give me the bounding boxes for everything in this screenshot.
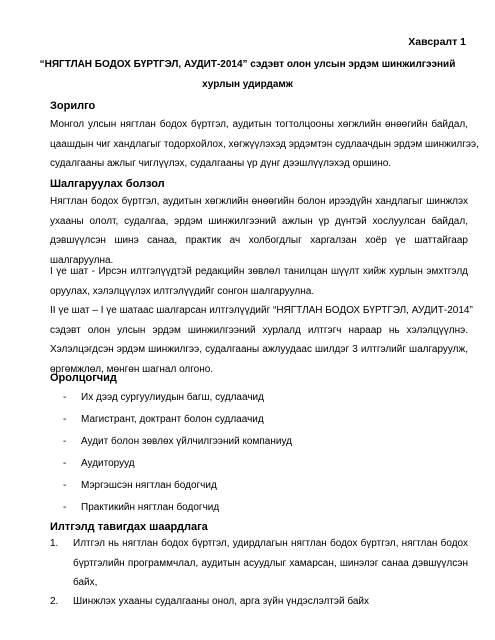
participants-heading: Оролцогчид bbox=[50, 372, 117, 384]
list-item: - Их дээд сургуулиудын багш, судлаачид bbox=[63, 392, 264, 403]
selection-line: өргөмжлөл, мөнгөн шагнал олгоно. bbox=[50, 363, 214, 375]
list-item: - Мэргэшсэн нягтлан бодогчид bbox=[63, 480, 217, 491]
selection-line: Хэлэлцэгдсэн эрдэм шинжилгээ, судалгааны ажлуудаас шилдэг 3 илтгэлийг шалгаруулж, bbox=[50, 344, 468, 355]
selection-paragraph-2 bbox=[50, 262, 468, 301]
requirements-heading: Илтгэлд тавигдах шаардлага bbox=[50, 521, 208, 533]
selection-line: ухааны ололт, судалгаа, эрдэм шинжилгээний ажлын үр дүнтэй хослуулсан байдал, bbox=[50, 215, 468, 227]
selection-line: дэвшүүлсэн шинэ санаа, практик ач холбогдлыг харгалзан хоёр үе шаттайгаар bbox=[50, 235, 468, 246]
list-item: - Магистрант, доктрант болон судлаачид bbox=[63, 414, 264, 425]
list-item: - Аудит болон зөвлөх үйлчилгээний компаниуд bbox=[63, 436, 292, 447]
goal-line: цаашдын чиг хандлагыг тодорхойлох, хөгжүүлэхэд эрдэмтэн судлаачдын эрдэм шинжилгээ, bbox=[50, 138, 479, 150]
goal-paragraph bbox=[50, 115, 479, 174]
goal-heading: Зорилго bbox=[50, 100, 96, 112]
selection-line: шалгаруулна. bbox=[50, 254, 114, 266]
item-number: 1. bbox=[50, 538, 59, 549]
selection-line: сэдэвт олон улсын эрдэм шинжилгээний хурлалд илтгэгч нараар нь хэлэлцүүлнэ. bbox=[50, 324, 468, 336]
selection-line: II үе шат – I үе шатаас шалгарсан илтгэлүүдийг “НЯГТЛАН БОДОХ БҮРТГЭЛ, АУДИТ-2014” bbox=[50, 305, 473, 316]
document-title-line-1: “НЯГТЛАН БОДОХ БҮРТГЭЛ, АУДИТ-2014” сэдэвт олон улсын эрдэм шинжилгээний bbox=[39, 59, 456, 70]
list-item: - Аудиторууд bbox=[63, 458, 135, 469]
selection-line: Нягтлан бодох бүртгэл, аудитын хөгжлийн өнөөгийн болон ирээдүйн хандлагыг шинжлэх bbox=[50, 196, 468, 207]
annex-label: Хавсралт 1 bbox=[408, 36, 466, 48]
goal-line: Монгол улсын нягтлан бодох бүртгэл, аудитын тогтолцооны хөгжлийн өнөөгийн байдал, bbox=[50, 119, 468, 130]
selection-paragraph-1 bbox=[50, 192, 468, 270]
item-text: Шинжлэх ухааны судалгааны онол, арга зүйн үндэслэлтэй байх bbox=[73, 596, 370, 607]
selection-paragraph-3 bbox=[50, 301, 473, 379]
selection-line: I үе шат - Ирсэн илтгэлүүдтэй редакцийн зөвлөл танилцан шүүлт хийж хурлын эмхтгэлд bbox=[50, 266, 468, 277]
document-title-line-2: хурлын удирдамж bbox=[202, 79, 293, 90]
goal-line: судалгааны ажлыг чиглүүлэх, судалгааны үр дүнг дээшлүүлэхэд оршино. bbox=[50, 158, 392, 169]
list-item: - Практикийн нягтлан бодогчид bbox=[63, 502, 220, 513]
item-number: 2. bbox=[50, 596, 59, 607]
selection-line: оруулах, хэлэлцүүлэх илтгэлүүдийг сонгон шалгаруулна. bbox=[50, 285, 315, 297]
item-text: Илтгэл нь нягтлан бодох бүртгэл, удирдлагын нягтлан бодох бүртгэл, нягтлан бодох бүртгэлийн программчлал, аудитын асуудлыг хамарсан, шинэлэг санаа дэвшүүлсэн байх, bbox=[73, 538, 468, 588]
selection-heading: Шалгаруулах болзол bbox=[50, 178, 165, 190]
